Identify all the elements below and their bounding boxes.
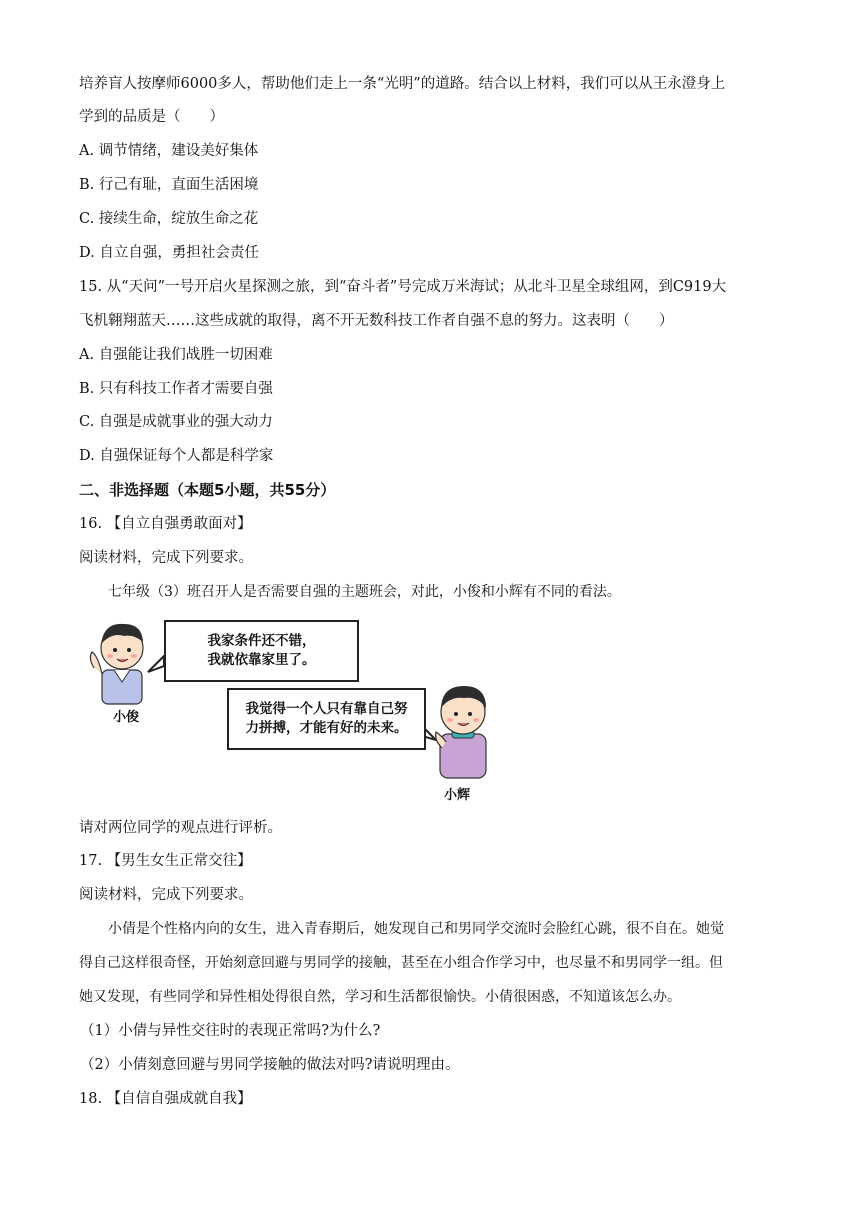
q16-question: 请对两位同学的观点进行评析。 [79,820,282,836]
name-label-xiaojun: 小俊 [113,710,140,725]
dialogue-illustration [80,608,500,808]
q17-subquestion-1: （1）小倩与异性交往时的表现正常吗?为什么? [80,1023,381,1039]
q15-option-a: A. 自强能让我们战胜一切困难 [79,347,273,363]
q14-continuation-line-1: 培养盲人按摩师6000多人，帮助他们走上一条“光明”的道路。结合以上材料，我们可以从王永澄身上 [79,76,726,92]
q15-option-c: C. 自强是成就事业的强大动力 [79,414,273,430]
q16-title: 16. 【自立自强勇敢面对】 [79,516,252,532]
name-label-xiaohui: 小辉 [444,788,471,803]
boy-xiaohui-figure [436,686,486,778]
q17-material-line-3: 她又发现，有些同学和异性相处得很自然，学习和生活都很愉快。小倩很困惑，不知道该怎么办。 [79,989,681,1005]
speech-bubble-xiaohui-text: 我觉得一个人只有靠自己努 力拼搏，才能有好的未来。 [245,701,408,736]
q18-title: 18. 【自信自强成就自我】 [79,1091,252,1107]
bubble-tail-1 [148,656,164,672]
speech-bubble-xiaohui [227,688,426,750]
q14-option-d: D. 自立自强，勇担社会责任 [79,245,259,261]
q17-material-line-2: 得自己这样很奇怪，开始刻意回避与男同学的接触，甚至在小组合作学习中，也尽量不和男同学一组。但 [79,955,723,971]
q17-title: 17. 【男生女生正常交往】 [79,853,252,869]
q17-instruction: 阅读材料，完成下列要求。 [79,887,253,903]
q14-option-a: A. 调节情绪，建设美好集体 [79,143,259,159]
section-heading: 二、非选择题（本题5小题，共55分） [79,481,336,499]
q14-option-c: C. 接续生命，绽放生命之花 [79,211,259,227]
q17-material-line-1: 小倩是个性格内向的女生，进入青春期后，她发现自己和男同学交流时会脸红心跳，很不自在。她觉 [108,921,724,937]
speech-bubble-xiaojun [164,620,359,682]
q17-subquestion-2: （2）小倩刻意回避与男同学接触的做法对吗?请说明理由。 [80,1057,460,1073]
q15-option-d: D. 自强保证每个人都是科学家 [79,448,274,464]
q15-stem-line-2: 飞机翱翔蓝天……这些成就的取得，离不开无数科技工作者自强不息的努力。这表明（ ） [79,313,674,329]
q15-stem-line-1: 15. 从“天问”一号开启火星探测之旅，到“奋斗者”号完成万米海试；从北斗卫星全球组网，到C919大 [79,279,727,295]
boy-xiaojun-figure [90,624,143,704]
q16-material: 七年级（3）班召开人是否需要自强的主题班会，对此，小俊和小辉有不同的看法。 [108,584,621,600]
q14-continuation-line-2: 学到的品质是（ ） [79,109,224,125]
q14-option-b: B. 行己有耻，直面生活困境 [79,177,259,193]
speech-bubble-xiaojun-text: 我家条件还不错， 我就依靠家里了。 [207,633,316,668]
q15-option-b: B. 只有科技工作者才需要自强 [79,381,273,397]
q16-instruction: 阅读材料，完成下列要求。 [79,550,253,566]
